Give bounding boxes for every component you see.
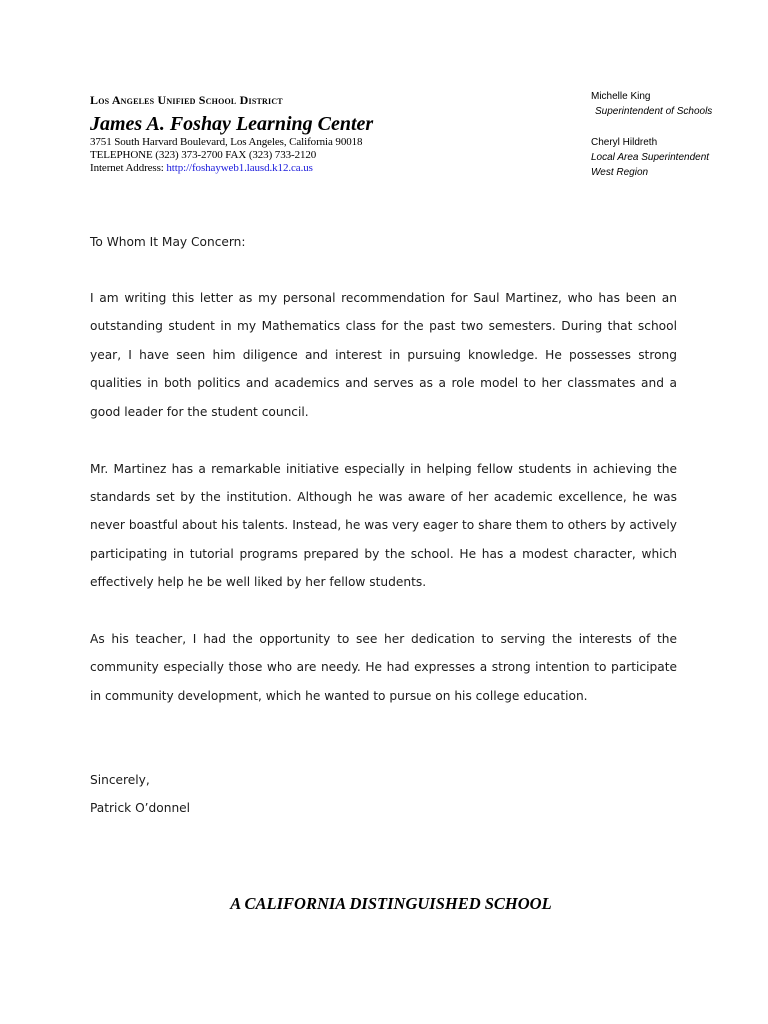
signer-name: Patrick O’donnel [90,801,191,816]
superintendent-title: Superintendent of Schools [595,106,713,117]
school-phone-fax: TELEPHONE (323) 373-2700 FAX (323) 733-2120 [90,149,317,161]
letter-paragraph-2: Mr. Martinez has a remarkable initiative especially in helping fellow students in achieving the standards set by the institution. Although he was aware of her academic excellence, he was never boastful about his talents. Instead, he was very eager to share them to others by actively participating in tutorial programs prepared by the school. He has a modest character, which effectively help he be well liked by her fellow students. [90,461,677,590]
letter-paragraph-1: I am writing this letter as my personal recommendation for Saul Martinez, who has been an outstanding student in my Mathematics class for the past two semesters. During that school year, I have seen him diligence and interest in pursuing knowledge. He possesses strong qualities in both politics and academics and serves as a role model to her classmates and a good leader for the student council. [90,291,677,419]
school-name: James A. Foshay Learning Center [90,113,374,135]
district-name: Los Angeles Unified School District [90,93,283,107]
local-superintendent-name: Cheryl Hildreth [591,137,658,148]
internet-label: Internet Address: [90,162,167,174]
letter-body [90,228,677,822]
letterhead [90,93,510,175]
region-name: West Region [591,167,649,178]
footer-motto: A CALIFORNIA DISTINGUISHED SCHOOL [230,894,552,913]
closing-word: Sincerely, [90,773,150,788]
local-superintendent-title: Local Area Superintendent [591,152,710,163]
school-address: 3751 South Harvard Boulevard, Los Angeles, California 90018 [90,136,363,148]
officials-block [591,89,761,180]
letter-closing [90,766,677,822]
superintendent-name: Michelle King [591,91,651,102]
letter-paragraph-3: As his teacher, I had the opportunity to see her dedication to serving the interests of the community especially those who are needy. He had expresses a strong intention to participate in community development, which he wanted to pursue on his college education. [90,632,677,703]
school-internet [90,162,510,175]
internet-address-link[interactable]: http://foshayweb1.lausd.k12.ca.us [166,162,313,174]
letter-greeting: To Whom It May Concern: [90,235,246,249]
